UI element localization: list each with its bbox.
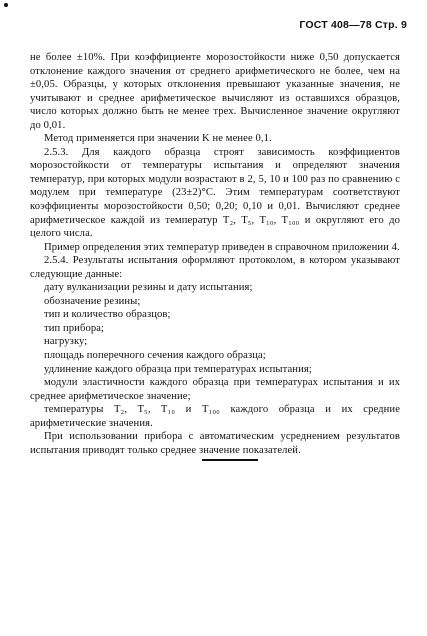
paragraph-method-note: Метод применяется при значении K не менее 0,1. [44,133,272,145]
protocol-item: температуры T₂, T₅, T₁₀ и T₁₀₀ каждого образца и их средние арифметические значения. [30,404,400,429]
paragraph-example-ref: Пример определения этих температур приведен в справочном приложении 4. [44,241,400,253]
scan-mark [4,3,8,7]
paragraph-2-5-4: 2.5.4. Результаты испытания оформляют протоколом, в котором указывают следующие данные: [30,255,400,280]
page-header: ГОСТ 408—78 Стр. 9 [299,19,407,31]
end-divider [202,459,258,461]
protocol-item: нагрузку; [44,336,88,348]
protocol-item: дату вулканизации резины и дату испытания; [44,282,253,294]
protocol-item: тип прибора; [44,322,105,334]
document-body [30,51,400,457]
protocol-item: площадь поперечного сечения каждого образца; [44,350,266,362]
paragraph-2-5-3: 2.5.3. Для каждого образца строят зависимость коэффициентов морозостойкости от температуры испытания и определяют значения температур, при которых модули возрастают в 2, 5, 10 и 100 раз по сравнению с модулем при температуре (23±2)°C. Этим температурам соответствуют коэффициенты морозостойкости 0,50; 0,20; 0,10 и 0,01. Вычисляют среднее арифметическое каждой из температур T₂, T₅, T₁₀, T₁₀₀ и округляют его до целого числа. [30,146,400,240]
paragraph-tolerance: не более ±10%. При коэффициенте морозостойкости ниже 0,50 допускается отклонение каждого значения от среднего арифметического не более, чем на ±0,05. Образцы, у которых отклонения превышают указанные значения, не учитывают и среднее арифметическое вычисляют из оставшихся образцов, число которых должно быть не менее трех. Вычисленное значение округляют до 0,01. [30,52,400,131]
paragraph-closing: При использовании прибора с автоматическим усреднением результатов испытания приводят только среднее значение показателей. [30,431,400,456]
protocol-item: тип и количество образцов; [44,309,171,321]
protocol-item: удлинение каждого образца при температурах испытания; [44,363,312,375]
protocol-item: модули эластичности каждого образца при температурах испытания и их среднее арифметическое значение; [30,377,400,402]
protocol-item: обозначение резины; [44,295,141,307]
